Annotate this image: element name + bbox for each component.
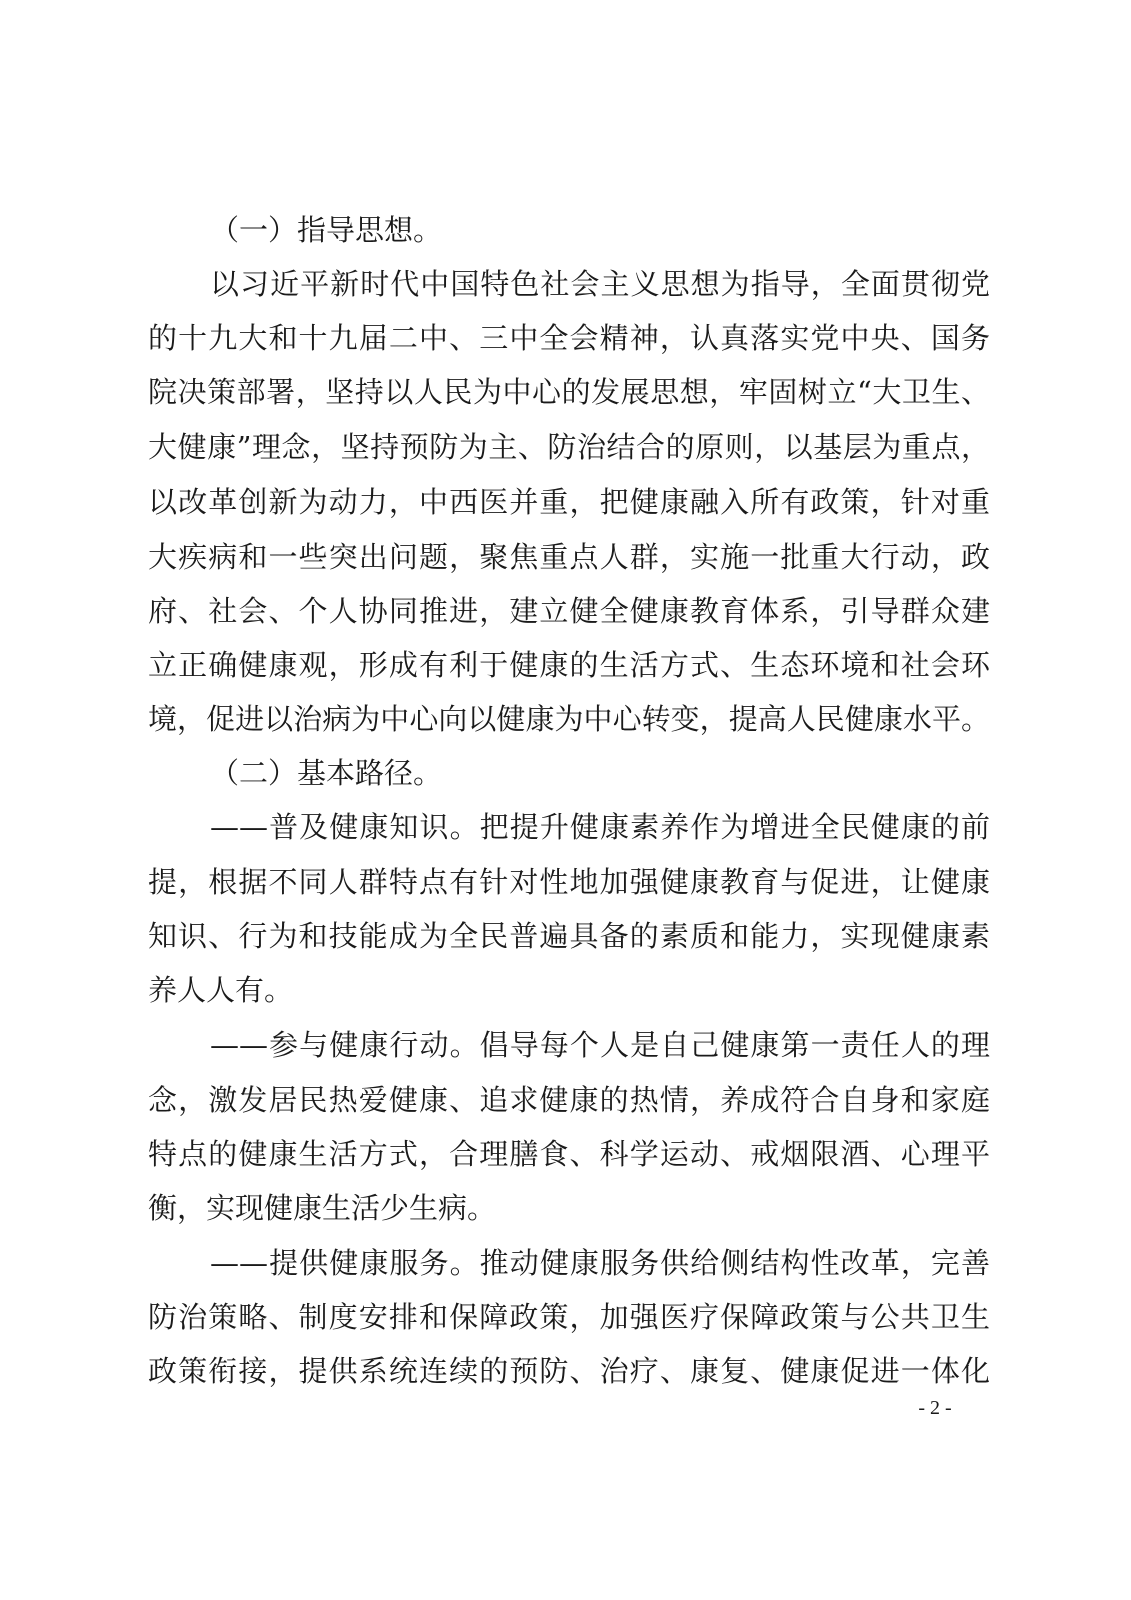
page-number: - 2 - — [918, 1397, 952, 1419]
paragraph-line: ——普及健康知识。把提升健康素养作为增进全民健康的前 — [210, 810, 990, 844]
paragraph-line: 院决策部署，坚持以人民为中心的发展思想，牢固树立“大卫生、 — [148, 375, 990, 409]
paragraph-line: 政策衔接，提供系统连续的预防、治疗、康复、健康促进一体化 — [148, 1354, 990, 1388]
paragraph-line: ——参与健康行动。倡导每个人是自己健康第一责任人的理 — [210, 1028, 990, 1062]
paragraph-line: 提，根据不同人群特点有针对性地加强健康教育与促进，让健康 — [148, 865, 990, 899]
paragraph-line: 境，促进以治病为中心向以健康为中心转变，提高人民健康水平。 — [148, 702, 990, 736]
paragraph-line: 衡，实现健康生活少生病。 — [148, 1191, 497, 1225]
paragraph-line: 知识、行为和技能成为全民普遍具备的素质和能力，实现健康素 — [148, 919, 990, 953]
paragraph-line: 养人人有。 — [148, 973, 294, 1007]
paragraph-line: 念，激发居民热爱健康、追求健康的热情，养成符合自身和家庭 — [148, 1083, 990, 1117]
paragraph-line: 特点的健康生活方式，合理膳食、科学运动、戒烟限酒、心理平 — [148, 1137, 990, 1171]
section-heading-basic-path: （二）基本路径。 — [210, 756, 443, 790]
paragraph-line: 的十九大和十九届二中、三中全会精神，认真落实党中央、国务 — [148, 321, 990, 355]
paragraph-line: 以习近平新时代中国特色社会主义思想为指导，全面贯彻党 — [210, 267, 990, 301]
section-heading-guiding-thought: （一）指导思想。 — [210, 213, 443, 247]
paragraph-line: ——提供健康服务。推动健康服务供给侧结构性改革，完善 — [210, 1246, 990, 1280]
paragraph-line: 大健康”理念，坚持预防为主、防治结合的原则，以基层为重点， — [148, 430, 990, 464]
paragraph-line: 府、社会、个人协同推进，建立健全健康教育体系，引导群众建 — [148, 594, 990, 628]
paragraph-line: 以改革创新为动力，中西医并重，把健康融入所有政策，针对重 — [148, 485, 990, 519]
paragraph-line: 立正确健康观，形成有利于健康的生活方式、生态环境和社会环 — [148, 648, 990, 682]
paragraph-line: 防治策略、制度安排和保障政策，加强医疗保障政策与公共卫生 — [148, 1300, 990, 1334]
paragraph-line: 大疾病和一些突出问题，聚焦重点人群，实施一批重大行动，政 — [148, 540, 990, 574]
